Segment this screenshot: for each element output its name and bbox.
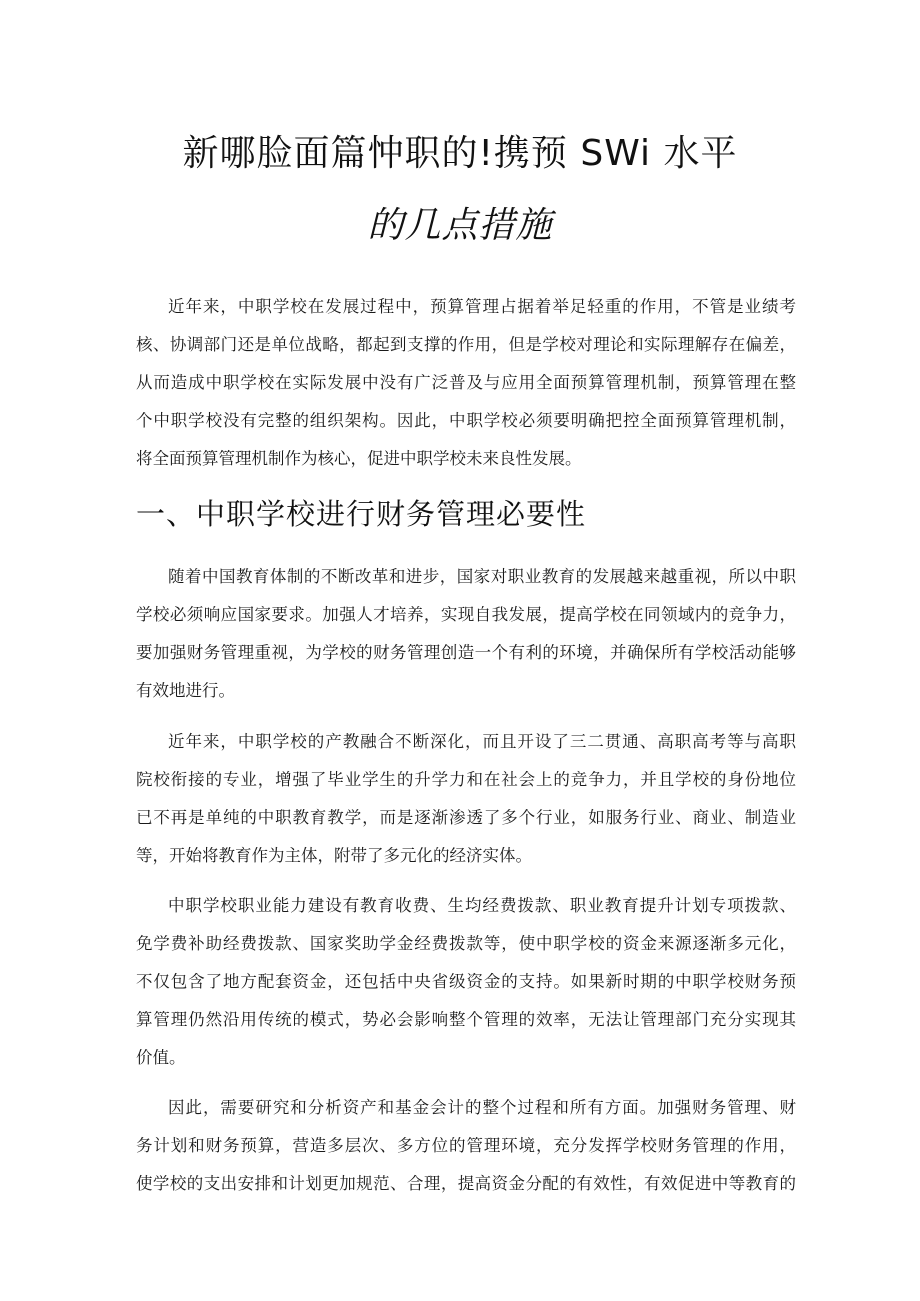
paragraph-line: 核、协调部门还是单位战略，都起到支撑的作用，但是学校对理论和实际理解存在偏差，	[136, 335, 796, 354]
paragraph-line: 务计划和财务预算，营造多层次、多方位的管理环境，充分发挥学校财务管理的作用，	[136, 1136, 796, 1155]
paragraph-line: 已不再是单纯的中职教育教学，而是逐渐渗透了多个行业，如服务行业、商业、制造业	[136, 808, 796, 827]
paragraph-line: 个中职学校没有完整的组织架构。因此，中职学校必须要明确把控全面预算管理机制，	[136, 411, 796, 430]
paragraph-line: 因此，需要研究和分析资产和基金会计的整个过程和所有方面。加强财务管理、财	[168, 1098, 796, 1117]
paragraph-line: 近年来，中职学校的产教融合不断深化，而且开设了三二贯通、高职高考等与高职	[168, 732, 796, 751]
paragraph-line: 近年来，中职学校在发展过程中，预算管理占据着举足轻重的作用，不管是业绩考	[168, 297, 796, 316]
paragraph-line: 将全面预算管理机制作为核心，促进中职学校未来良性发展。	[136, 449, 582, 468]
paragraph-line: 中职学校职业能力建设有教育收费、生均经费拨款、职业教育提升计划专项拨款、	[168, 896, 796, 915]
paragraph-line: 价值。	[136, 1048, 186, 1067]
section-paragraph	[136, 723, 796, 875]
paragraph-line: 使学校的支出安排和计划更加规范、合理，提高资金分配的有效性，有效促进中等教育的	[136, 1174, 796, 1193]
section-paragraph	[136, 1089, 796, 1203]
document-title-line-2: 的几点措施	[367, 205, 553, 246]
section-paragraph	[136, 887, 796, 1077]
intro-paragraph	[136, 288, 796, 478]
section-paragraph	[136, 558, 796, 710]
paragraph-line: 不仅包含了地方配套资金，还包括中央省级资金的支持。如果新时期的中职学校财务预	[136, 972, 796, 991]
paragraph-line: 学校必须响应国家要求。加强人才培养，实现自我发展，提高学校在同领域内的竞争力，	[136, 605, 796, 624]
section-heading: 一、中职学校进行财务管理必要性	[136, 497, 587, 531]
paragraph-line: 免学费补助经费拨款、国家奖助学金经费拨款等，使中职学校的资金来源逐渐多元化，	[136, 934, 796, 953]
paragraph-line: 等，开始将教育作为主体，附带了多元化的经济实体。	[136, 846, 532, 865]
paragraph-line: 算管理仍然沿用传统的模式，势必会影响整个管理的效率，无法让管理部门充分实现其	[136, 1010, 796, 1029]
document-title-line-1: 新哪脸面篇忡职的!携预 SWi 水平	[182, 133, 738, 174]
paragraph-line: 要加强财务管理重视，为学校的财务管理创造一个有利的环境，并确保所有学校活动能够	[136, 643, 796, 662]
paragraph-line: 随着中国教育体制的不断改革和进步，国家对职业教育的发展越来越重视，所以中职	[168, 567, 796, 586]
paragraph-line: 有效地进行。	[136, 681, 235, 700]
paragraph-line: 从而造成中职学校在实际发展中没有广泛普及与应用全面预算管理机制，预算管理在整	[136, 373, 796, 392]
paragraph-line: 院校衔接的专业，增强了毕业学生的升学力和在社会上的竞争力，并且学校的身份地位	[136, 770, 796, 789]
